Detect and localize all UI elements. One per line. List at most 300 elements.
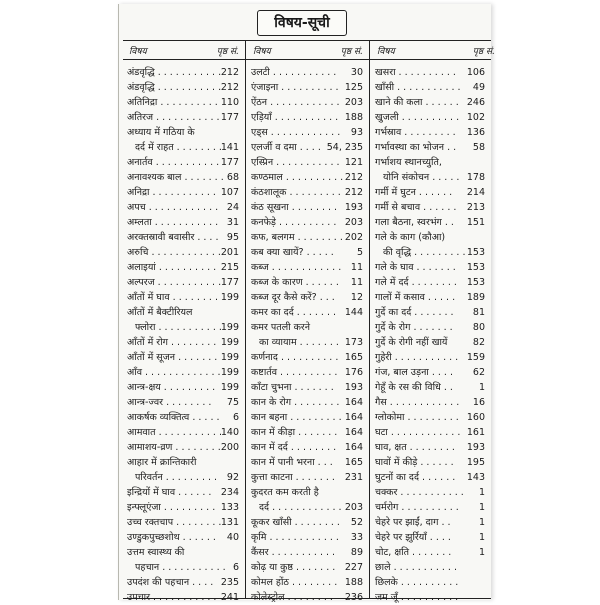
index-entry — [247, 140, 369, 155]
entry-page-number: 212 — [220, 67, 239, 78]
entry-page-number: 236 — [344, 592, 363, 603]
entry-topic: घावों में कीड़े . . . . . . — [375, 457, 454, 468]
entry-page-number: 199 — [220, 322, 239, 333]
index-entry — [123, 260, 245, 275]
entry-page-number: 215 — [220, 262, 239, 273]
entry-topic: एलर्जी व दमा . . . . — [251, 142, 321, 153]
subject-header: विषय — [129, 47, 147, 57]
entry-topic: कनफेड़े . . . . . . . . . . — [251, 217, 337, 228]
entry-page-number: 89 — [350, 547, 363, 558]
entry-topic: कंठ सूखना . . . . . . . . — [251, 202, 338, 213]
index-entry — [247, 545, 369, 560]
index-entry — [247, 230, 369, 245]
entry-topic: कमर का दर्द . . . . . . . — [251, 307, 337, 318]
entry-page-number: 75 — [226, 397, 239, 408]
entry-page-number: 1 — [478, 532, 485, 543]
entry-topic: गुर्दे के रोगी नहीं खायें — [375, 337, 448, 348]
entry-topic: कूकर खाँसी . . . . . . . . — [251, 517, 340, 528]
entry-topic: आँतों में बैक्टीरियल — [127, 307, 193, 318]
entry-topic: अंडवृद्धि . . . . . . . . . . . — [127, 67, 222, 78]
entry-page-number: 30 — [350, 67, 363, 78]
index-entry — [123, 95, 245, 110]
index-entry — [371, 80, 491, 95]
entry-page-number: 40 — [226, 532, 239, 543]
entry-topic: गले के काग (कौआ) — [375, 232, 446, 243]
entry-topic: घुटनों का दर्द . . . . . . — [375, 472, 456, 483]
entry-page-number: 140 — [220, 427, 239, 438]
entry-page-number: 241 — [220, 592, 239, 603]
index-entry — [123, 305, 245, 320]
index-entry — [123, 140, 245, 155]
index-entry — [247, 425, 369, 440]
entry-topic: चोट, क्षति . . . . . . . — [375, 547, 452, 558]
entry-topic: कब्ज . . . . . . . . . . . . — [251, 262, 342, 273]
entry-page-number: 6 — [232, 562, 239, 573]
entry-topic: कण्ठमाल . . . . . . . . . . — [251, 172, 344, 183]
index-entry — [123, 185, 245, 200]
index-entry — [123, 125, 245, 140]
entry-topic: गालों में कसाव . . . . . — [375, 292, 456, 303]
entry-topic: कान के रोग . . . . . . . . — [251, 397, 340, 408]
index-column-1 — [123, 40, 245, 603]
subject-header: विषय — [377, 47, 395, 57]
index-entry — [123, 350, 245, 365]
index-entry — [123, 590, 245, 605]
entry-page-number: 246 — [466, 97, 485, 108]
entry-page-number: 165 — [344, 352, 363, 363]
index-entry — [123, 155, 245, 170]
index-entry — [371, 350, 491, 365]
index-entry — [123, 200, 245, 215]
entry-topic: उपदंश की पहचान . . . . — [127, 577, 214, 588]
entry-topic: उच्च रक्तचाप . . . . . . . . — [127, 517, 222, 528]
entry-page-number: 133 — [220, 502, 239, 513]
index-entry — [247, 170, 369, 185]
column-header — [247, 40, 369, 59]
entry-topic: गले में दर्द . . . . . . . . — [375, 277, 457, 288]
index-entry — [371, 125, 491, 140]
entry-topic: गैस . . . . . . . . . . . . — [375, 397, 460, 408]
index-entry — [247, 335, 369, 350]
entry-topic: दर्द . . . . . . . . . . . . — [259, 502, 342, 513]
entry-topic: कब क्या खायें? . . . . . — [251, 247, 334, 258]
entry-topic: कैंसर . . . . . . . . . . . — [251, 547, 336, 558]
index-entry — [123, 530, 245, 545]
entry-topic: एंजाइना . . . . . . . . . . — [251, 82, 339, 93]
index-entry — [247, 590, 369, 605]
column-divider — [369, 40, 370, 598]
index-entry — [371, 440, 491, 455]
entry-topic: गर्भस्राव . . . . . . . . . — [375, 127, 456, 138]
entry-page-number: 160 — [466, 412, 485, 423]
entry-topic: खाँसी . . . . . . . . . . . — [375, 82, 461, 93]
entry-topic: आमाशय-व्रण . . . . . . . . — [127, 442, 221, 453]
entry-page-number: 11 — [350, 277, 363, 288]
index-entry — [247, 110, 369, 125]
entry-page-number: 234 — [220, 487, 239, 498]
entry-topic: एड्स . . . . . . . . . . . . — [251, 127, 341, 138]
entry-topic: ग्लोकोमा . . . . . . . . . — [375, 412, 459, 423]
entry-page-number: 92 — [226, 472, 239, 483]
index-entry — [247, 500, 369, 515]
index-entry — [371, 185, 491, 200]
index-entry — [247, 485, 369, 500]
entry-topic: खसरा . . . . . . . . . . — [375, 67, 456, 78]
entry-page-number: 188 — [344, 112, 363, 123]
entry-page-number: 1 — [478, 382, 485, 393]
entry-topic: उत्तम स्वास्थ्य की — [127, 547, 185, 558]
entry-topic: गुहेरी . . . . . . . . . . . — [375, 352, 459, 363]
entry-page-number: 1 — [478, 502, 485, 513]
index-entry — [371, 140, 491, 155]
index-entry — [247, 320, 369, 335]
index-entry — [123, 380, 245, 395]
entry-topic: आमवात . . . . . . . . . . . — [127, 427, 222, 438]
entry-topic: गर्मी से बचाव . . . . . . — [375, 202, 457, 213]
index-entry — [371, 425, 491, 440]
entry-page-number: 212 — [344, 172, 363, 183]
index-entry — [123, 575, 245, 590]
index-entry — [371, 320, 491, 335]
entry-topic: कान बहना . . . . . . . . . — [251, 412, 342, 423]
index-entry — [247, 575, 369, 590]
index-entry — [247, 410, 369, 425]
entry-topic: एड़ियाँ . . . . . . . . . . . — [251, 112, 339, 123]
entry-page-number: 177 — [220, 112, 239, 123]
entry-topic: पहचान . . . . . . . . . . . — [135, 562, 226, 573]
index-entry — [123, 230, 245, 245]
entry-page-number: 121 — [344, 157, 363, 168]
index-entry — [247, 80, 369, 95]
entry-topic: खुजली . . . . . . . . . . — [375, 112, 460, 123]
index-entry — [123, 170, 245, 185]
entry-topic: कर्णनाद . . . . . . . . . . — [251, 352, 339, 363]
entry-topic: कान में दर्द . . . . . . . . — [251, 442, 337, 453]
index-entry — [123, 515, 245, 530]
entry-page-number: 131 — [220, 517, 239, 528]
entry-page-number: 164 — [344, 442, 363, 453]
entry-topic: आँव . . . . . . . . . . . . . — [127, 367, 221, 378]
index-entry — [371, 515, 491, 530]
entry-topic: अनावश्यक बाल . . . . . . . — [127, 172, 224, 183]
entry-topic: एस्प्रिन . . . . . . . . . . . — [251, 157, 340, 168]
index-entry — [123, 425, 245, 440]
entry-page-number: 1 — [478, 487, 485, 498]
entry-page-number: 202 — [344, 232, 363, 243]
entry-page-number: 189 — [466, 292, 485, 303]
entry-topic: अनिद्रा . . . . . . . . . . . — [127, 187, 216, 198]
entry-page-number: 177 — [220, 157, 239, 168]
index-entry — [247, 155, 369, 170]
index-entry — [247, 215, 369, 230]
entry-topic: की वृद्धि . . . . . . . . . — [383, 247, 466, 258]
entry-topic: उण्डुकपुच्छशोथ . . . . . . — [127, 532, 216, 543]
entry-page-number: 106 — [466, 67, 485, 78]
entry-page-number: 144 — [344, 307, 363, 318]
entry-topic: गर्मी में घुटन . . . . . . — [375, 187, 453, 198]
index-entry — [123, 80, 245, 95]
entry-topic: आँतों में घाव . . . . . . . . — [127, 292, 218, 303]
index-entry — [247, 365, 369, 380]
entry-topic: आन्त्र-क्षय . . . . . . . . . — [127, 382, 216, 393]
entry-topic: गला बैठना, स्वरभंग . . — [375, 217, 454, 228]
index-entry — [371, 290, 491, 305]
index-entry — [247, 290, 369, 305]
entry-page-number: 199 — [220, 352, 239, 363]
entry-topic: कोढ़ या कुष्ठ . . . . . . . — [251, 562, 336, 573]
entry-topic: अरुचि . . . . . . . . . . . . — [127, 247, 221, 258]
entry-topic: घटा . . . . . . . . . . . . — [375, 427, 461, 438]
entry-topic: कमर पतली करने — [251, 322, 311, 333]
index-entry — [123, 290, 245, 305]
index-entry — [123, 560, 245, 575]
index-entry — [247, 380, 369, 395]
entry-topic: अनार्तव . . . . . . . . . . . — [127, 157, 220, 168]
entry-topic: अल्परज . . . . . . . . . . . — [127, 277, 222, 288]
index-entry — [247, 440, 369, 455]
entry-topic: कंठशालूक . . . . . . . . . — [251, 187, 341, 198]
entry-topic: कब्ज दूर कैसे करें? . . . — [251, 292, 335, 303]
index-column-2 — [247, 40, 369, 603]
index-entry — [371, 155, 491, 170]
entry-topic: अपच . . . . . . . . . . . . — [127, 202, 219, 213]
entry-page-number: 188 — [344, 577, 363, 588]
index-entry — [247, 350, 369, 365]
entry-topic: कब्ज के कारण . . . . . . — [251, 277, 339, 288]
entry-topic: कफ, बलगम . . . . . . . . — [251, 232, 343, 243]
index-entry — [247, 275, 369, 290]
entry-topic: आन्त्र-ज्वर . . . . . . . . — [127, 397, 212, 408]
entry-page-number: 213 — [466, 202, 485, 213]
entry-page-number: 199 — [220, 292, 239, 303]
entry-page-number: 62 — [472, 367, 485, 378]
index-entry — [247, 200, 369, 215]
entry-page-number: 80 — [472, 322, 485, 333]
entry-page-number: 199 — [220, 382, 239, 393]
index-entry — [247, 455, 369, 470]
index-entry — [123, 545, 245, 560]
index-entry — [123, 335, 245, 350]
entry-page-number: 203 — [344, 217, 363, 228]
entry-page-number: 173 — [344, 337, 363, 348]
entry-page-number: 107 — [220, 187, 239, 198]
entry-topic: खाने की कला . . . . . . — [375, 97, 459, 108]
index-entry — [123, 320, 245, 335]
index-entry — [123, 65, 245, 80]
entry-topic: अध्याय में गठिया के — [127, 127, 195, 138]
entry-page-number: 1 — [478, 547, 485, 558]
entry-page-number: 227 — [344, 562, 363, 573]
index-entry — [371, 410, 491, 425]
entry-topic: अतिरज . . . . . . . . . . . — [127, 112, 220, 123]
entry-page-number: 177 — [220, 277, 239, 288]
entry-page-number: 102 — [466, 112, 485, 123]
index-entry — [123, 410, 245, 425]
entry-topic: गुर्दे के रोग . . . . . . . — [375, 322, 453, 333]
index-entry — [371, 380, 491, 395]
index-entry — [247, 260, 369, 275]
entry-topic: इन्द्रियों में घाव . . . . . . — [127, 487, 212, 498]
index-entry — [371, 365, 491, 380]
index-entry — [371, 530, 491, 545]
entry-page-number: 12 — [350, 292, 363, 303]
index-entry — [123, 365, 245, 380]
index-entry — [123, 470, 245, 485]
index-entry — [371, 95, 491, 110]
entry-topic: अंडवृद्धि . . . . . . . . . . . — [127, 82, 222, 93]
entry-topic: कुदरत कम करती है — [251, 487, 319, 498]
entry-topic: आँतों में रोग . . . . . . . . — [127, 337, 217, 348]
entry-page-number: 143 — [466, 472, 485, 483]
entry-page-number: 49 — [472, 82, 485, 93]
entry-page-number: 58 — [472, 142, 485, 153]
entry-page-number: 5 — [356, 247, 363, 258]
entry-topic: फ्लोरा . . . . . . . . . . . — [135, 322, 222, 333]
entry-topic: जम जूँ . . . . . . . . . . — [375, 592, 459, 603]
entry-topic: उपचार . . . . . . . . . . . — [127, 592, 217, 603]
entry-page-number: 193 — [344, 202, 363, 213]
index-entry — [371, 500, 491, 515]
index-entry — [123, 485, 245, 500]
entry-topic: चेहरे पर झाईं, दाग . . — [375, 517, 451, 528]
index-entry — [371, 260, 491, 275]
entry-page-number: 68 — [226, 172, 239, 183]
entry-topic: गंज, बाल उड़ना . . . . — [375, 367, 453, 378]
entry-page-number: 1 — [478, 517, 485, 528]
entry-page-number: 110 — [220, 97, 239, 108]
index-entry — [247, 125, 369, 140]
entry-topic: कुत्ता काटना . . . . . . . — [251, 472, 335, 483]
entry-page-number: 165 — [344, 457, 363, 468]
entry-page-number: 31 — [226, 217, 239, 228]
index-entry — [371, 215, 491, 230]
entry-topic: गुर्दे का दर्द . . . . . . . — [375, 307, 454, 318]
entry-topic: कष्टार्तव . . . . . . . . . . — [251, 367, 338, 378]
index-entry — [123, 245, 245, 260]
index-entry — [247, 185, 369, 200]
index-entry — [371, 230, 491, 245]
entry-topic: छिलके . . . . . . . . . . — [375, 577, 459, 588]
index-entry — [371, 170, 491, 185]
entry-topic: कान में पानी भरना . . . — [251, 457, 333, 468]
entry-topic: का व्यायाम . . . . . . . — [259, 337, 339, 348]
index-entry — [247, 560, 369, 575]
entry-topic: उलटी . . . . . . . . . . . — [251, 67, 337, 78]
entry-page-number: 195 — [466, 457, 485, 468]
index-entry — [371, 335, 491, 350]
entry-page-number: 212 — [220, 82, 239, 93]
entry-topic: अलाइयां . . . . . . . . . . — [127, 262, 217, 273]
index-entry — [247, 470, 369, 485]
index-entry — [371, 485, 491, 500]
index-column-3 — [371, 40, 495, 603]
entry-topic: अतिनिद्रा . . . . . . . . . . — [127, 97, 218, 108]
entry-topic: ऐंठन . . . . . . . . . . . . — [251, 97, 340, 108]
index-page — [118, 4, 495, 603]
index-entry — [371, 470, 491, 485]
entry-page-number: 212 — [344, 187, 363, 198]
entry-page-number: 193 — [344, 382, 363, 393]
entry-page-number: 199 — [220, 337, 239, 348]
entry-page-number: 203 — [344, 97, 363, 108]
entry-page-number: 214 — [466, 187, 485, 198]
entry-topic: योनि संकोचन . . . . . — [383, 172, 460, 183]
index-entry — [371, 305, 491, 320]
index-entry — [371, 395, 491, 410]
entry-page-number: 125 — [344, 82, 363, 93]
column-divider — [245, 40, 246, 598]
index-entry — [123, 440, 245, 455]
entry-page-number: 54, 235 — [326, 142, 363, 153]
entry-topic: कान में कीड़ा . . . . . . . — [251, 427, 338, 438]
entry-page-number: 161 — [466, 427, 485, 438]
entry-page-number: 141 — [220, 142, 239, 153]
entry-topic: इन्फ्लूएंजा . . . . . . . . . — [127, 502, 216, 513]
entry-page-number: 153 — [466, 262, 485, 273]
index-entry — [123, 110, 245, 125]
entry-topic: आँतों में सूजन . . . . . . . — [127, 352, 218, 363]
page-header: पृष्ठ सं. — [216, 47, 239, 57]
entry-topic: कोलेस्ट्रोल . . . . . . . . — [251, 592, 333, 603]
index-entry — [371, 275, 491, 290]
entry-topic: आहार में क्रान्तिकारी — [127, 457, 197, 468]
index-entry — [247, 95, 369, 110]
index-entry — [371, 575, 491, 590]
entry-topic: अम्लता . . . . . . . . . . . — [127, 217, 219, 228]
page-header: पृष्ठ सं. — [472, 47, 495, 57]
index-entry — [371, 200, 491, 215]
index-entry — [371, 545, 491, 560]
index-entry — [247, 245, 369, 260]
index-entry — [371, 110, 491, 125]
entry-page-number: 81 — [472, 307, 485, 318]
entry-page-number: 231 — [344, 472, 363, 483]
entry-topic: चर्मरोग . . . . . . . . . . — [375, 502, 459, 513]
entry-page-number: 153 — [466, 277, 485, 288]
column-header — [123, 40, 245, 59]
index-entry — [247, 530, 369, 545]
entry-topic: कोमल होंठ . . . . . . . . — [251, 577, 338, 588]
index-entry — [371, 455, 491, 470]
entry-page-number: 6 — [232, 412, 239, 423]
entry-page-number: 24 — [226, 202, 239, 213]
entry-page-number: 159 — [466, 352, 485, 363]
entry-page-number: 164 — [344, 427, 363, 438]
entry-topic: चक्कर . . . . . . . . . . . — [375, 487, 464, 498]
entry-topic: आकर्षक व्यक्तित्व . . . . . — [127, 412, 220, 423]
index-entry — [123, 500, 245, 515]
entry-page-number: 200 — [220, 442, 239, 453]
entry-page-number: 164 — [344, 412, 363, 423]
page-title: विषय-सूची — [257, 10, 347, 36]
index-entry — [247, 65, 369, 80]
entry-page-number: 203 — [344, 502, 363, 513]
index-entry — [247, 305, 369, 320]
entry-page-number: 153 — [466, 247, 485, 258]
entry-page-number: 95 — [226, 232, 239, 243]
entry-topic: दर्द में राहत . . . . . . . . — [135, 142, 222, 153]
index-entry — [247, 515, 369, 530]
index-entry — [123, 395, 245, 410]
index-entry — [371, 65, 491, 80]
entry-topic: अरक्तस्रावी बवासीर . . . . — [127, 232, 219, 243]
index-entry — [123, 455, 245, 470]
entry-page-number: 164 — [344, 397, 363, 408]
entry-topic: घाव, क्षत . . . . . . . . — [375, 442, 455, 453]
entry-topic: परिवर्तन . . . . . . . . . — [135, 472, 218, 483]
entry-page-number: 178 — [466, 172, 485, 183]
index-entry — [371, 590, 491, 605]
